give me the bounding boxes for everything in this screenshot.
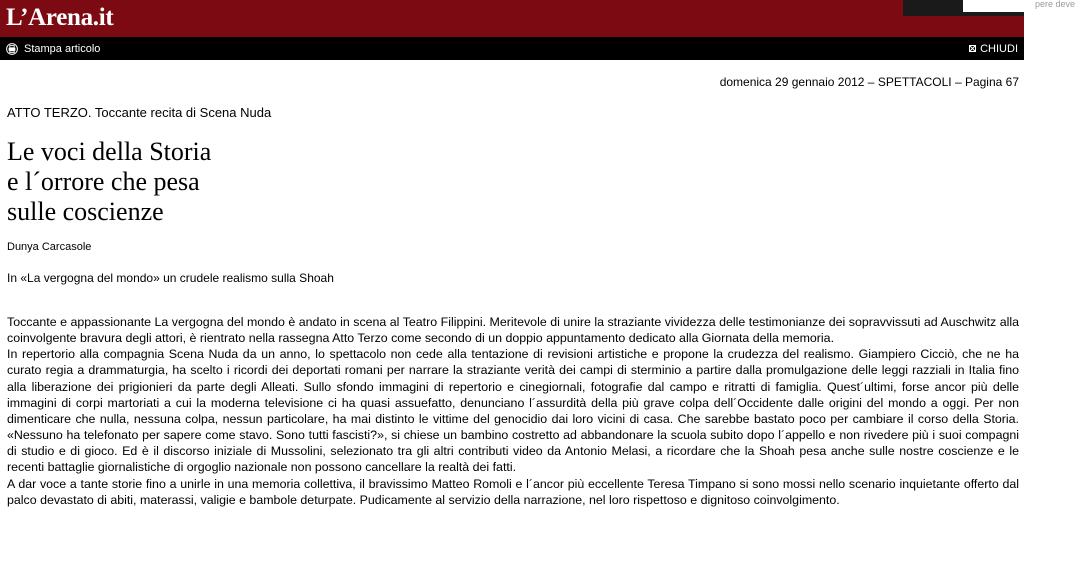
top-right-widget — [903, 0, 1075, 16]
article-dateline: domenica 29 gennaio 2012 – SPETTACOLI – Pagina 67 — [719, 75, 1019, 89]
article-paragraph: Toccante e appassionante La vergogna del mondo è andato in scena al Teatro Filippini. Meritevole di unire la straziante vividezza delle testimonianze dei sopravvissuti ad Auschwitz alla coinvolgente bravura degli attori, è rientrato nella rassegna Atto Terzo come secondo di un doppio appuntamento dedicato alla Giornata della memoria. — [7, 315, 1019, 346]
close-icon — [969, 45, 976, 52]
print-article-label: Stampa articolo — [24, 42, 101, 55]
article-summary: In «La vergogna del mondo» un crudele realismo sulla Shoah — [7, 271, 334, 285]
top-widget-text: pere deve — [1035, 0, 1075, 9]
close-label: CHIUDI — [980, 42, 1018, 55]
article-author: Dunya Carcasole — [7, 241, 92, 253]
print-article-button[interactable] — [6, 41, 100, 56]
article-kicker: ATTO TERZO. Toccante recita di Scena Nuda — [7, 105, 272, 120]
printer-icon — [6, 43, 18, 55]
article-paragraph: A dar voce a tante storie fino a unirle in una memoria collettiva, il bravissimo Matteo Romoli e l´ancor più eccellente Teresa Timpano si sono mossi nello scenario inquietante offerto dal palco devastato di abiti, materassi, valigie e bambole deturpate. Pudicamente al servizio della narrazione, nel loro rispettoso e dignitoso coinvolgimento. — [7, 476, 1019, 507]
article-title — [7, 137, 211, 227]
article-title-line: e l´orrore che pesa — [7, 167, 200, 196]
toolbar — [0, 37, 1024, 60]
site-logo[interactable]: L’Arena.it — [6, 4, 114, 31]
article-title-line: Le voci della Storia — [7, 137, 212, 166]
article-body — [7, 314, 1019, 508]
close-button[interactable] — [969, 41, 1018, 56]
article-paragraph: In repertorio alla compagnia Scena Nuda da un anno, lo spettacolo non cede alla tentazione di revisioni artistiche e propone la crudezza del realismo. Giampiero Cicciò, che ne ha curato regia a drammaturgia, ha scelto i ricordi dei deportati romani per narrare la straziante verità dei campi di sterminio a partire dalla promulgazione delle leggi razziali in Italia fino alla liberazione dei prigionieri da parte degli Alleati. Sullo sfondo immagini di repertorio e cinegiornali, fotografie dal campo e ritratti di famiglia. Quest´ultimi, forse ancor più delle immagini di corpi martoriati a cui la moderna televisione ci ha quasi assuefatto, denunciano l´assurdità della più grave colpa dell´Occidente dalle origini del mondo a oggi. Per non dimenticare che nulla, nessuna colpa, nessun particolare, ha mai distinto le vittime del genocidio dai loro vicini di casa. Che sarebbe bastato poco per cambiare il corso della Storia. «Nessuno ha telefonato per sapere come stavo. Sono tutti fascisti?», si chiese un bambino costretto ad abbandonare la scuola subito dopo l´appello e non rivedere più i suoi compagni di studio e di gioco. Ed è il discorso iniziale di Mussolini, selezionato tra gli altri contributi video da Antonio Melasi, a ricordare che la Shoah pesa anche sulle nostre coscienze e le recenti battaglie giornalistiche di orgoglio nazionale non possono cancellare la realtà dei fatti. — [7, 347, 1019, 475]
masthead — [0, 0, 1075, 37]
article-title-line: sulle coscienze — [7, 197, 164, 226]
top-widget-panel — [963, 0, 1075, 12]
